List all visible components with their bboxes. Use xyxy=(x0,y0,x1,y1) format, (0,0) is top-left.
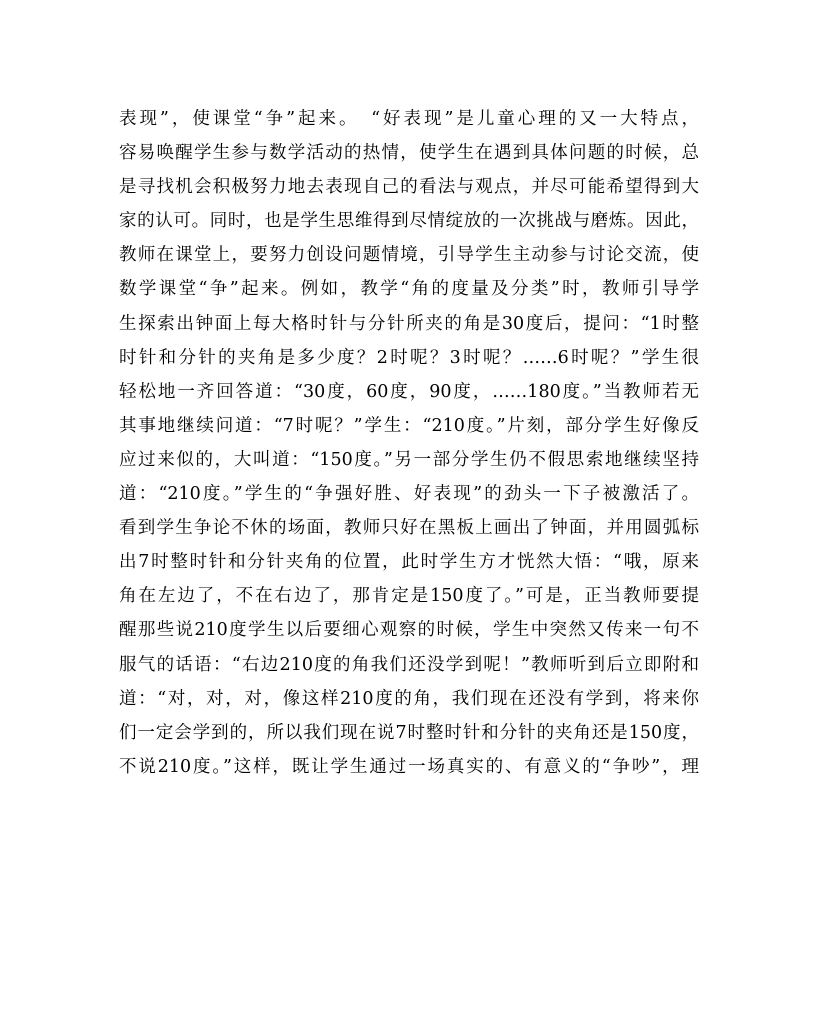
text-line: 道：“对，对，对，像这样210度的角，我们现在还没有学到，将来你 xyxy=(119,688,699,709)
text-line: 们一定会学到的，所以我们现在说7时整时针和分针的夹角还是150度， xyxy=(119,722,699,743)
text-line: 看到学生争论不休的场面，教师只好在黑板上画出了钟面，并用圆弧标 xyxy=(119,518,699,539)
text-line: 其事地继续问道：“7时呢？”学生：“210度。”片刻，部分学生好像反 xyxy=(119,415,699,436)
text-line: 出7时整时针和分针夹角的位置，此时学生方才恍然大悟：“哦，原来 xyxy=(119,552,699,573)
text-line: 应过来似的，大叫道：“150度。”另一部分学生仍不假思索地继续坚持 xyxy=(119,449,699,470)
text-line: 醒那些说210度学生以后要细心观察的时候，学生中突然又传来一句不 xyxy=(119,620,699,641)
text-line: 容易唤醒学生参与数学活动的热情，使学生在遇到具体问题的时候，总 xyxy=(119,143,699,164)
text-line: 服气的话语：“右边210度的角我们还没学到呢！”教师听到后立即附和 xyxy=(119,654,699,675)
text-line: 轻松地一齐回答道：“30度，60度，90度，……180度。”当教师若无 xyxy=(119,381,699,402)
text-line: 时针和分针的夹角是多少度？2时呢？3时呢？……6时呢？”学生很 xyxy=(119,347,699,368)
text-line: 生探索出钟面上每大格时针与分针所夹的角是30度后，提问：“1时整 xyxy=(119,313,699,334)
text-line: 是寻找机会积极努力地去表现自己的看法与观点，并尽可能希望得到大 xyxy=(119,177,699,198)
text-line: 不说210度。”这样，既让学生通过一场真实的、有意义的“争吵”，理 xyxy=(119,756,699,777)
text-line: 教师在课堂上，要努力创设问题情境，引导学生主动参与讨论交流，使 xyxy=(119,245,699,266)
text-line: 数学课堂“争”起来。例如，教学“角的度量及分类”时，教师引导学 xyxy=(119,279,699,300)
body-text xyxy=(119,104,699,786)
text-line: 家的认可。同时，也是学生思维得到尽情绽放的一次挑战与磨炼。因此， xyxy=(119,211,699,232)
text-line: 表现”，使课堂“争”起来。 “好表现”是儿童心理的又一大特点， xyxy=(119,109,699,129)
text-line: 角在左边了，不在右边了，那肯定是150度了。”可是，正当教师要提 xyxy=(119,586,699,607)
text-line: 道：“210度。”学生的“争强好胜、好表现”的劲头一下子被激活了。 xyxy=(119,484,699,505)
